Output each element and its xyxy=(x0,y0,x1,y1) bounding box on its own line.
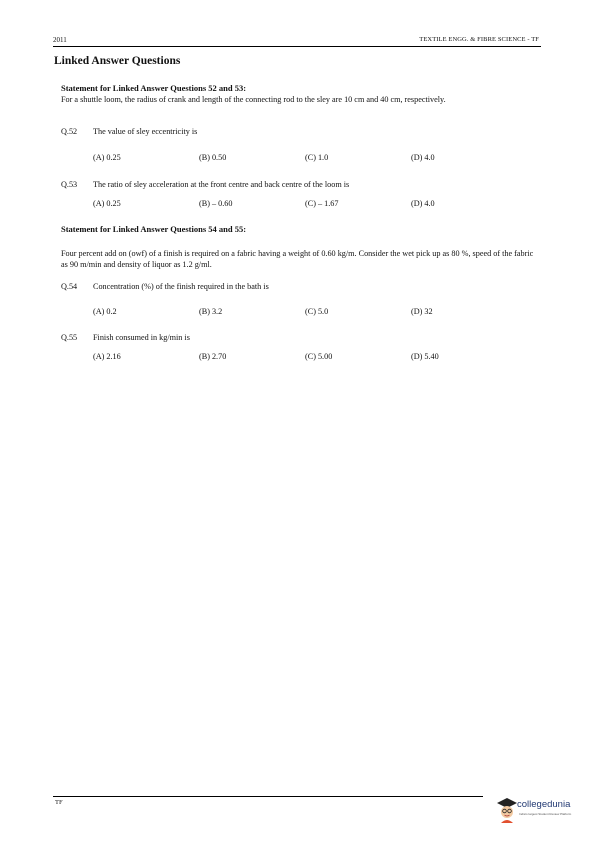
question-text: Finish consumed in kg/min is xyxy=(93,333,190,342)
question-53 xyxy=(61,180,349,189)
section-title: Linked Answer Questions xyxy=(54,55,181,67)
logo-tagline: India's largest Student Review Platform xyxy=(519,812,572,816)
logo-wordmark: collegedunia xyxy=(517,799,571,810)
footer-rule xyxy=(53,796,483,797)
q55-option-a: (A) 2.16 xyxy=(93,352,121,361)
question-55 xyxy=(61,333,190,342)
question-text: Concentration (%) of the finish required in the bath is xyxy=(93,282,269,291)
q54-option-a: (A) 0.2 xyxy=(93,307,117,316)
paper-subject: TEXTILE ENGG. & FIBRE SCIENCE - TF xyxy=(419,36,539,43)
q54-option-b: (B) 3.2 xyxy=(199,307,223,316)
q53-option-a: (A) 0.25 xyxy=(93,199,121,208)
q55-option-c: (C) 5.00 xyxy=(305,352,333,361)
statement-title-54-55: Statement for Linked Answer Questions 54 and 55: xyxy=(61,224,247,234)
statement-text-52-53: For a shuttle loom, the radius of crank and length of the connecting rod to the sley are 10 cm and 40 cm, respectively. xyxy=(61,95,446,104)
question-number: Q.53 xyxy=(61,180,78,189)
question-number: Q.54 xyxy=(61,282,78,291)
q55-option-d: (D) 5.40 xyxy=(411,352,439,361)
question-52 xyxy=(61,127,197,136)
graduate-mascot-icon xyxy=(496,796,518,824)
page-year: 2011 xyxy=(53,36,67,44)
q52-option-b: (B) 0.50 xyxy=(199,153,227,162)
question-number: Q.55 xyxy=(61,333,78,342)
q52-option-c: (C) 1.0 xyxy=(305,153,329,162)
q54-option-c: (C) 5.0 xyxy=(305,307,329,316)
q54-option-d: (D) 32 xyxy=(411,307,433,316)
question-text: The value of sley eccentricity is xyxy=(93,127,198,136)
header-rule xyxy=(53,46,541,47)
question-text: The ratio of sley acceleration at the front centre and back centre of the loom is xyxy=(93,180,350,189)
question-number: Q.52 xyxy=(61,127,78,136)
q53-option-c: (C) – 1.67 xyxy=(305,199,339,208)
q53-option-b: (B) – 0.60 xyxy=(199,199,233,208)
statement-text-54-55: Four percent add on (owf) of a finish is required on a fabric having a weight of 0.60 kg/m. Consider the wet pick up as 80 %, speed of the fabric as 90 m/min and density of liquor as 1.2 g/ml. xyxy=(61,249,534,269)
question-54 xyxy=(61,282,269,291)
statement-title-52-53: Statement for Linked Answer Questions 52 and 53: xyxy=(61,83,247,93)
q52-option-d: (D) 4.0 xyxy=(411,153,435,162)
q55-option-b: (B) 2.70 xyxy=(199,352,227,361)
q52-option-a: (A) 0.25 xyxy=(93,153,121,162)
q53-option-d: (D) 4.0 xyxy=(411,199,435,208)
paper-code: TF xyxy=(55,799,63,806)
